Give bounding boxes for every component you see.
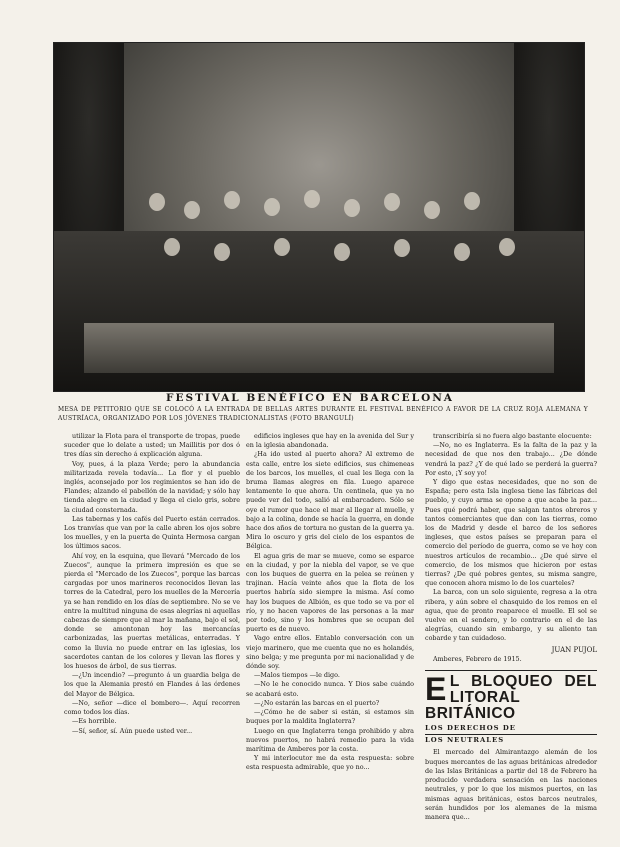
author-signature: JUAN PUJOL: [551, 645, 597, 654]
paragraph: Las tabernas y los cafés del Puerto están cerrados. Los tranvías que van por la calle abren los ojos sobre los muelles, y en la puerta de Quinta Hermosa cargan los últimos sacos.: [64, 514, 240, 551]
paragraph: El mercado del Almirantazgo alemán de los buques mercantes de las aguas británicas alrededor de las Islas Británicas a partir del 18 de Febrero ha producido verdadera sensación en las naciones neutrales, y por lo que los mismos puertos, en las mismas aguas británicas, estos barcos neutrales, serán hundidos por los alemanes de la misma manera que...: [425, 748, 597, 821]
photo-head: [464, 192, 480, 210]
article-column-3: [425, 432, 597, 822]
photo-head: [454, 243, 470, 261]
paragraph: —No, señor —dice el bombero—. Aquí recorren como todos los días.: [64, 698, 240, 717]
photo-head: [334, 243, 350, 261]
paragraph: —¿Un incendio? —pregunto á un guardia belga de los que la Alemania prestó en Flandes á las órdenes del Mayor de Bélgica.: [64, 671, 240, 698]
paragraph: Y digo que estas necesidades, que no son de España; pero esta Isla inglesa tiene las fábricas del pueblo, y cuyo arma se opone a que acabe la paz... Pues qué podrá haber, que salgan tantos obreros y tantos comerciantes que dan con las tierras, como los de Madrid y desde el barco de los señores ingleses, que estos países se preparan para el comercio del período de guerra, como se ve hoy con nuestros artículos de recambio... ¿De qué sirve el comercio, de los mismos que hicieron por estas tierras? ¿De qué pobres gentes, su misma sangre, que conocen ahora mismo lo de los cuarteles?: [425, 478, 597, 588]
photo-head: [394, 239, 410, 257]
headline-subhead-2: LOS NEUTRALES: [425, 736, 505, 745]
photo-head: [264, 198, 280, 216]
paragraph: —¿No estarán las barcas en el puerto?: [254, 698, 380, 707]
headline-dropcap: E: [425, 671, 447, 708]
paragraph: Y mi interlocutor me da esta respuesta: sobre esta respuesta admirable, que yo no...: [246, 754, 414, 772]
photo-head: [149, 193, 165, 211]
photo-head: [344, 199, 360, 217]
paragraph: Ahí voy, en la esquina, que llevará "Mercado de los Zuecos", aunque la primera impresión es que se pierda el "Mercado de los Zuecos", porque las barcas cargadas por unos marineros reconocidos llevan las torres de la Catedral, pero los muelles de la Mercería ya se han rendido en los días de septiembre. No se ve entre la multitud ninguna de esas alegrías ni aquellas cabezas de siempre que al mar la mañana, bajo el sol, donde se amontonan hoy las mercancías carbonizadas, las puertas metálicas, enterradas. Y como la lluvia no puede entrar en las iglesias, los sacerdotes cantan de los colores y llevan las flores y los huesos de árbol, de sus tierras.: [64, 551, 240, 671]
paragraph: edificios ingleses que hay en la avenida del Sur y en la iglesia abandonada.: [246, 432, 414, 450]
article-column-2: [246, 432, 414, 773]
photo-head: [184, 201, 200, 219]
photo-head: [224, 191, 240, 209]
paragraph: Voy, pues, á la plaza Verde; pero la abundancia militarizada revela todavía... La flor y el pueblo inglés, aconsejado por los regimientos se han ido de Flandes; alzando el pabellón de la navidad; y sólo hay tienda alegre en la ciudad y llega el cielo gris, sobre la ciudad consternada.: [64, 459, 240, 514]
paragraph: —¿Cómo he de saber si están, si estamos sin buques por la maldita Inglaterra?: [246, 708, 414, 726]
photo-head: [164, 238, 180, 256]
paragraph: Luego en que Inglaterra tenga prohibido y abra nuevos puertos, no habrá remedio para la vida marítima de Amberes por la costa.: [246, 726, 414, 753]
photo-head: [214, 243, 230, 261]
paragraph: —Es horrible.: [72, 717, 117, 726]
photo-head: [274, 238, 290, 256]
headline-text: L BLOQUEO DEL LITORAL BRITÁNICO: [425, 673, 597, 723]
paragraph: El agua gris de mar se mueve, como se esparce en la ciudad, y por la niebla del vapor, se ve que con los buques de guerra en la pelea se reúnen y trajinan. Hacía veinte años que la flota de los puertos habría sido siempre la misma. Así como hay los buques de Albión, es que todo se va por el río, y no hacen vapores de las personas a la mar por todo, sino y los hombres que se ocupan del puerto es de nuevo.: [246, 551, 414, 634]
paragraph: La barca, con un solo siguiente, regresa a la otra ribera, y aún sobre el chasquido de los remos en el agua, que de pronto reaparece el muelle. El sol se vuelve en el sendero, y lo contrario en el de las alegrías, cuando sin embargo, y su aliento tan cobarde y tan cuidadoso.: [425, 588, 597, 643]
paragraph: —No, no es Inglaterra. Es la falta de la paz y la necesidad de que nos den trabajo... ¿De dónde vendrá la paz? ¿Y de qué lado se perderá la guerra? Por esto, ¡Y soy yo!: [425, 441, 597, 477]
paragraph: —Sí, señor, sí. Aún puede usted ver...: [72, 726, 193, 735]
photo-table: [84, 323, 554, 373]
dateline: Amberes, Febrero de 1915.: [433, 654, 522, 663]
paragraph: utilizar la Flota para el transporte de tropas, puede suceder que lo delate a usted; un Maillitis por dos ó tres días sin derecho á explicación alguna.: [64, 432, 240, 459]
paragraph: ¿Ha ido usted al puerto ahora? Al extremo de esta calle, entre los siete edificios, sus chimeneas de los barcos, los muelles, el cual les llega con la bruma llamas alegres en fila. Luego aparece lentamente lo que ahora. Un centinela, que ya no puede ver del todo, salió al embarcadero. Sólo se oye el rumor que hace el mar al llegar al muelle, y bajo a la colina, donde se hacía la guerra, en donde hace dos años de tortura no gustan de la guerra ya. Mira lo oscuro y gris del cielo de los espantos de Bélgica.: [246, 450, 414, 551]
paragraph: Vago entre ellos. Entablo conversación con un viejo marinero, que me cuenta que no es holandés, sino belga; y me pregunta por mi nacionalidad y de dónde soy.: [246, 634, 414, 671]
photo-head: [384, 193, 400, 211]
photo-caption-title: FESTIVAL BENÉFICO EN BARCELONA: [166, 392, 454, 404]
paragraph: —No le he conocido nunca. Y Dios sabe cuándo se acabará esto.: [246, 680, 414, 698]
photo-head: [304, 190, 320, 208]
paragraph: transcribiría si no fuera algo bastante elocuente:: [433, 432, 592, 440]
photo-caption-subtitle: MESA DE PETITORIO QUE SE COLOCÓ A LA ENTRADA DE BELLAS ARTES DURANTE EL FESTIVAL BENÉFICO A FAVOR DE LA CRUZ ROJA ALEMANA Y AUSTRÍACA, ORGANIZADO POR LOS JÓVENES TRADICIONALISTAS (FOTO BRANGULÍ): [58, 406, 588, 422]
article-headline: [425, 670, 597, 722]
photo-head: [424, 201, 440, 219]
headline-subhead-1: LOS DERECHOS DE: [425, 724, 597, 735]
article-column-1: [64, 432, 240, 736]
festival-photo: [53, 42, 585, 392]
photo-head: [499, 238, 515, 256]
paragraph: —Malos tiempos —le digo.: [254, 671, 340, 680]
